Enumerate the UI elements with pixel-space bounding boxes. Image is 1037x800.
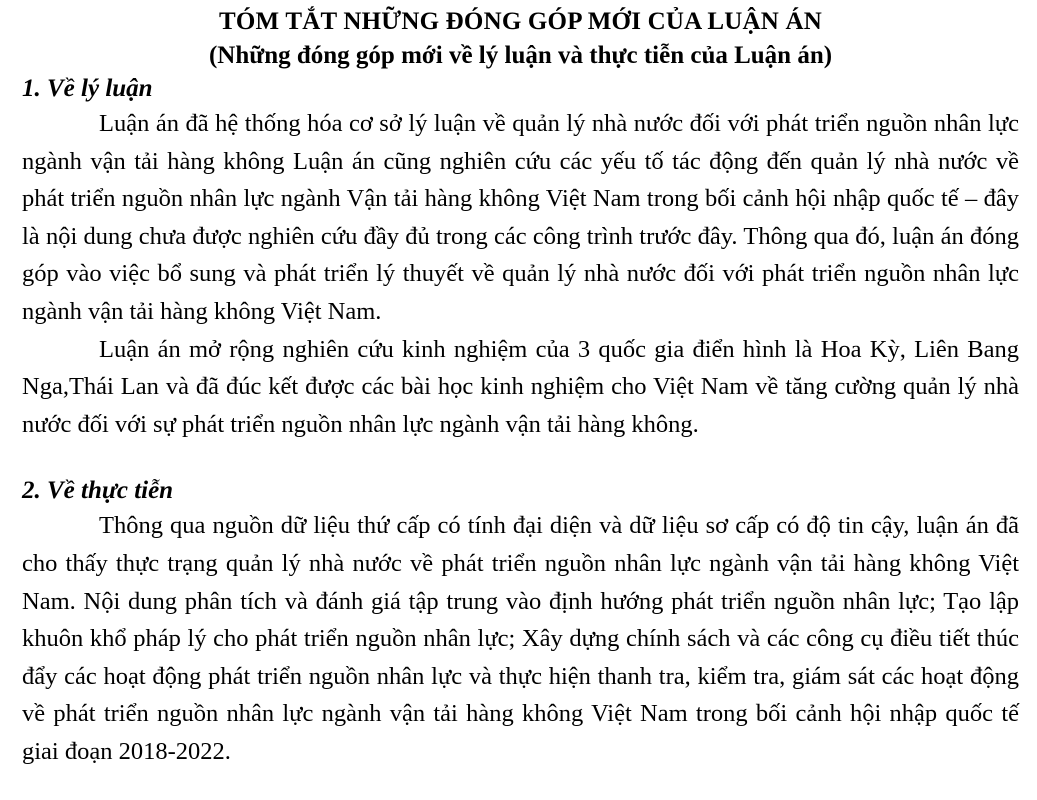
document-title: TÓM TẮT NHỮNG ĐÓNG GÓP MỚI CỦA LUẬN ÁN — [219, 8, 822, 35]
section-practice — [22, 475, 1019, 770]
section-heading-practice: 2. Về thực tiễn — [22, 477, 174, 505]
section-theory — [22, 73, 1019, 443]
section-heading-theory: 1. Về lý luận — [22, 75, 153, 102]
theory-paragraph-1: Luận án đã hệ thống hóa cơ sở lý luận về quản lý nhà nước đối với phát triển nguồn nhân lực ngành vận tải hàng không Luận án cũng nghiên cứu các yếu tố tác động đến quản lý nhà nước về phát triển nguồn nhân lực ngành Vận tải hàng không Việt Nam trong bối cảnh hội nhập quốc tế – đây là nội dung chưa được nghiên cứu đầy đủ trong các công trình trước đây. Thông qua đó, luận án đóng góp vào việc bổ sung và phát triển lý thuyết về quản lý nhà nước đối với phát triển nguồn nhân lực ngành vận tải hàng không Việt Nam. — [22, 110, 1019, 325]
section-spacer — [22, 443, 1019, 475]
document-subtitle: (Những đóng góp mới về lý luận và thực tiễn của Luận án) — [208, 42, 833, 69]
practice-paragraph-1: Thông qua nguồn dữ liệu thứ cấp có tính đại diện và dữ liệu sơ cấp có độ tin cậy, luận án đã cho thấy thực trạng quản lý nhà nước về phát triển nguồn nhân lực ngành vận tải hàng không Việt Nam. Nội dung phân tích và đánh giá tập trung vào định hướng phát triển nguồn nhân lực; Tạo lập khuôn khổ pháp lý cho phát triển nguồn nhân lực; Xây dựng chính sách và các công cụ điều tiết thúc đẩy các hoạt động phát triển nguồn nhân lực và thực hiện thanh tra, kiểm tra, giám sát các hoạt động về phát triển nguồn nhân lực ngành vận tải hàng không Việt Nam trong bối cảnh hội nhập quốc tế giai đoạn 2018-2022. — [22, 512, 1019, 765]
theory-paragraph-2: Luận án mở rộng nghiên cứu kinh nghiệm của 3 quốc gia điển hình là Hoa Kỳ, Liên Bang Nga,Thái Lan và đã đúc kết được các bài học kinh nghiệm cho Việt Nam về tăng cường quản lý nhà nước đối với sự phát triển nguồn nhân lực ngành vận tải hàng không. — [22, 335, 1019, 438]
